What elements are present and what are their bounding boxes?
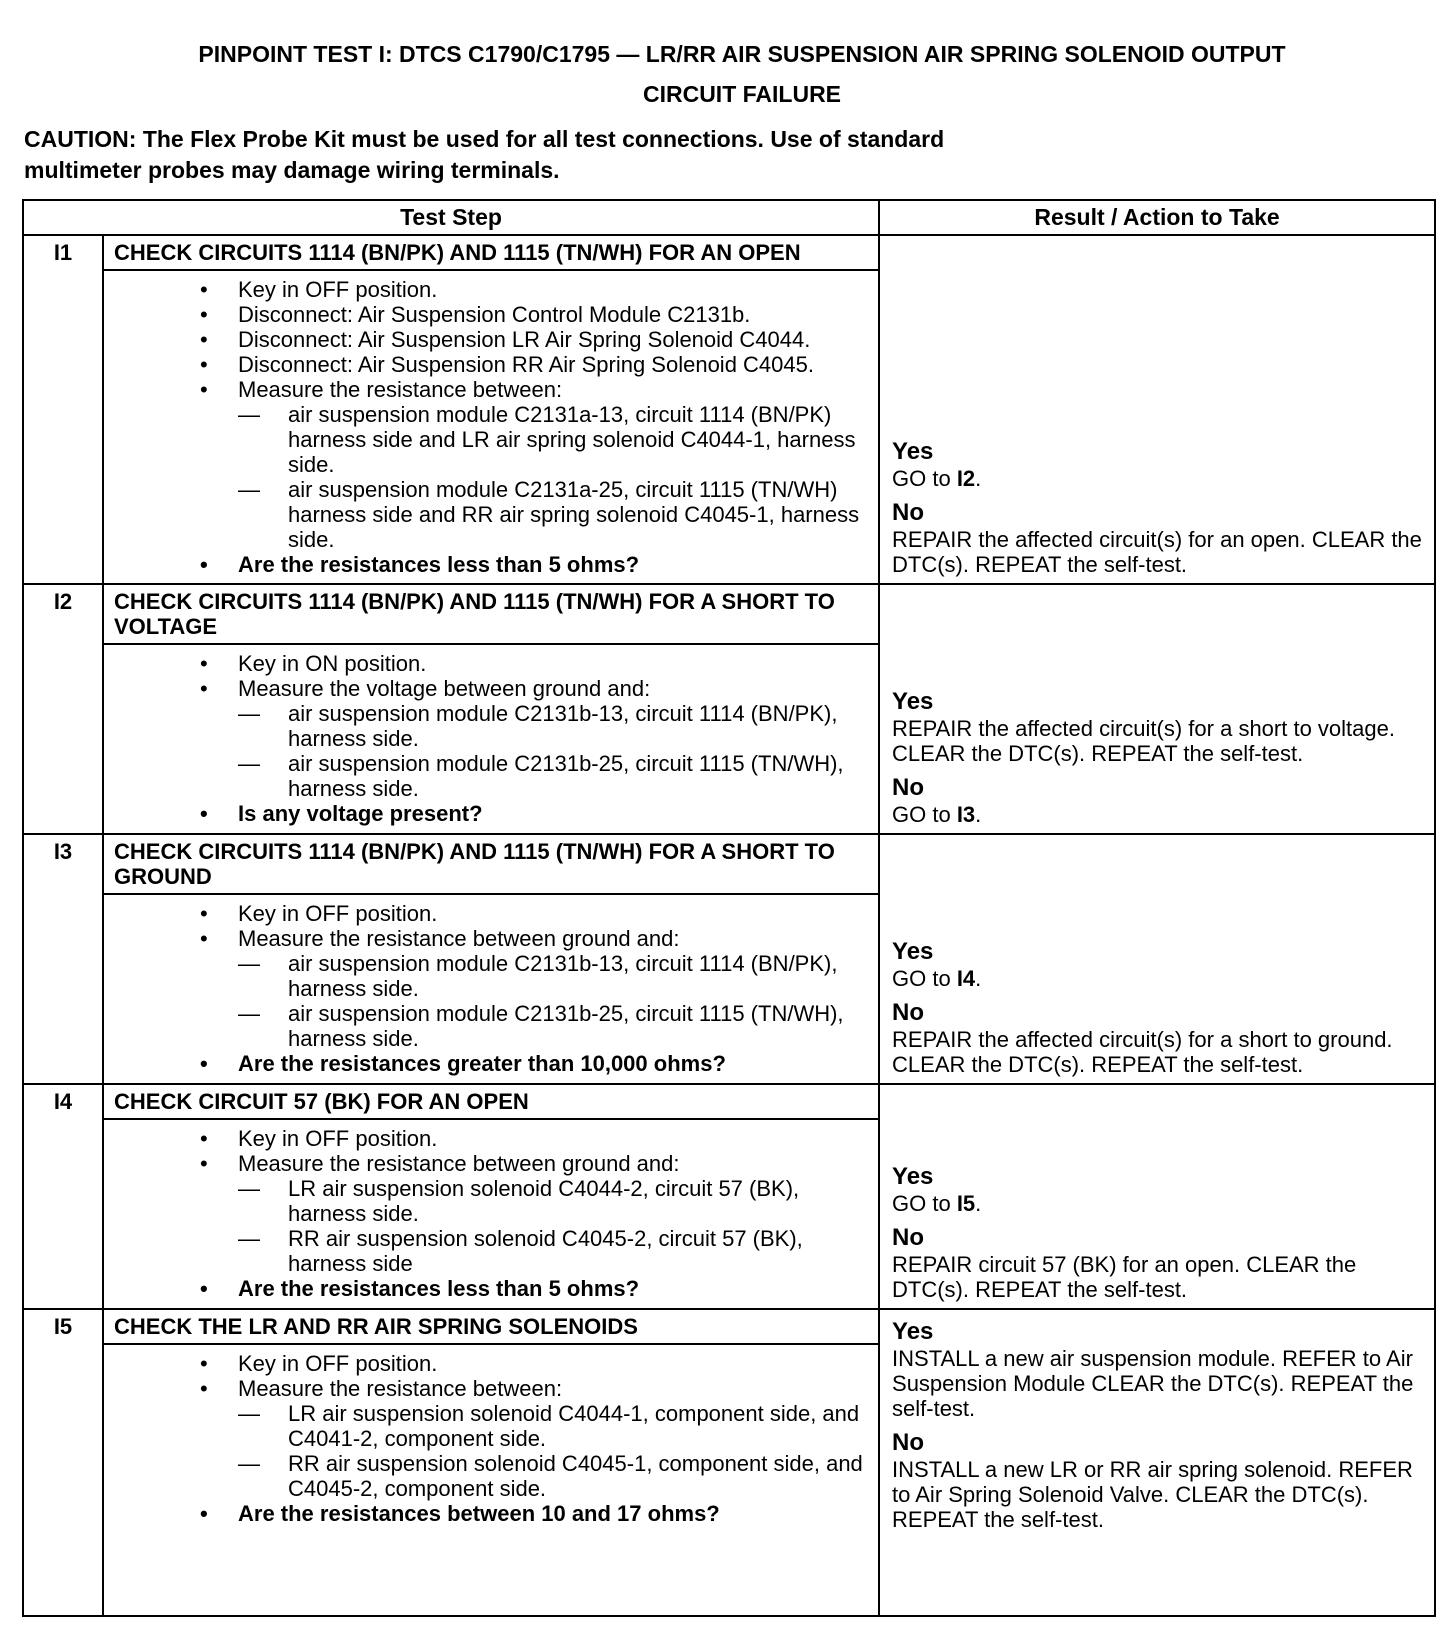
step-heading: CHECK THE LR AND RR AIR SPRING SOLENOIDS — [103, 1309, 879, 1344]
sub-instruction-item: — LR air suspension solenoid C4044-2, circuit 57 (BK), harness side. — [104, 1176, 868, 1226]
step-instructions — [103, 894, 879, 1084]
sub-instruction-item: — air suspension module C2131b-25, circuit 1115 (TN/WH), harness side. — [104, 1001, 868, 1051]
step-heading-row — [23, 1084, 1435, 1119]
instruction-item: • Key in OFF position. — [104, 1126, 868, 1151]
header-result-action: Result / Action to Take — [879, 200, 1435, 235]
no-label: No — [892, 1429, 925, 1456]
yes-action-prefix: GO to — [892, 966, 957, 991]
no-action — [892, 802, 1428, 827]
yes-action-prefix: GO to — [892, 466, 957, 491]
instruction-list — [104, 901, 868, 1076]
yes-label: Yes — [892, 438, 934, 465]
step-heading-row — [23, 1309, 1435, 1344]
instruction-list — [104, 1126, 868, 1301]
step-result — [879, 1084, 1435, 1309]
table-header-row — [23, 200, 1435, 235]
step-heading: CHECK CIRCUITS 1114 (BN/PK) AND 1115 (TN/WH) FOR AN OPEN — [103, 235, 879, 270]
yes-label: Yes — [892, 1318, 934, 1345]
sub-instruction-item: — air suspension module C2131b-13, circuit 1114 (BN/PK), harness side. — [104, 951, 868, 1001]
pinpoint-test-table — [22, 199, 1436, 1617]
step-id: I5 — [23, 1309, 103, 1616]
yes-action: REPAIR the affected circuit(s) for a short to voltage. CLEAR the DTC(s). REPEAT the self-test. — [892, 716, 1395, 766]
step-result — [879, 235, 1435, 584]
page-title-line1: PINPOINT TEST I: DTCS C1790/C1795 — LR/RR AIR SUSPENSION AIR SPRING SOLENOID OUTPUT — [198, 41, 1286, 67]
yes-step-reference: I5 — [956, 1191, 976, 1216]
instruction-item: • Key in ON position. — [104, 651, 868, 676]
step-instructions — [103, 270, 879, 584]
no-label: No — [892, 1224, 925, 1251]
question-item: • Are the resistances greater than 10,000 ohms? — [104, 1051, 868, 1076]
no-label: No — [892, 499, 925, 526]
question-item: • Are the resistances less than 5 ohms? — [104, 1276, 868, 1301]
instruction-item: • Key in OFF position. — [104, 277, 868, 302]
sub-instruction-item: — air suspension module C2131b-25, circuit 1115 (TN/WH), harness side. — [104, 751, 868, 801]
no-action-prefix: GO to — [892, 802, 957, 827]
caution-note: CAUTION: The Flex Probe Kit must be used for all test connections. Use of standard multimeter probes may damage wiring terminals. — [24, 126, 945, 183]
step-id: I4 — [23, 1084, 103, 1309]
instruction-item: • Disconnect: Air Suspension RR Air Spring Solenoid C4045. — [104, 352, 868, 377]
sub-instruction-item: — LR air suspension solenoid C4044-1, component side, and C4041-2, component side. — [104, 1401, 868, 1451]
yes-action-suffix: . — [975, 966, 982, 991]
step-result — [879, 834, 1435, 1084]
no-step-reference: I3 — [956, 802, 976, 827]
step-id: I3 — [23, 834, 103, 1084]
no-action: REPAIR the affected circuit(s) for an open. CLEAR the DTC(s). REPEAT the self-test. — [892, 527, 1422, 577]
yes-label: Yes — [892, 1163, 934, 1190]
instruction-item: • Measure the voltage between ground and: — [104, 676, 868, 701]
step-result — [879, 1309, 1435, 1616]
step-heading: CHECK CIRCUITS 1114 (BN/PK) AND 1115 (TN/WH) FOR A SHORT TO VOLTAGE — [103, 584, 879, 644]
yes-step-reference: I4 — [956, 966, 976, 991]
step-heading-row — [23, 834, 1435, 894]
instruction-item: • Disconnect: Air Suspension Control Module C2131b. — [104, 302, 868, 327]
yes-action-suffix: . — [975, 466, 982, 491]
instruction-item: • Disconnect: Air Suspension LR Air Spring Solenoid C4044. — [104, 327, 868, 352]
yes-action: INSTALL a new air suspension module. REFER to Air Suspension Module CLEAR the DTC(s). REPEAT the self-test. — [892, 1346, 1414, 1421]
instruction-list — [104, 277, 868, 577]
no-action-suffix: . — [975, 802, 982, 827]
no-action: INSTALL a new LR or RR air spring solenoid. REFER to Air Spring Solenoid Valve. CLEAR the DTC(s). REPEAT the self-test. — [892, 1457, 1413, 1532]
question-item: • Is any voltage present? — [104, 801, 868, 826]
instruction-item: • Measure the resistance between: — [104, 1376, 868, 1401]
step-id: I1 — [23, 235, 103, 584]
yes-action — [892, 466, 1428, 491]
step-result — [879, 584, 1435, 834]
yes-label: Yes — [892, 688, 934, 715]
yes-action-prefix: GO to — [892, 1191, 957, 1216]
step-heading-row — [23, 235, 1435, 270]
step-instructions — [103, 1119, 879, 1309]
step-heading: CHECK CIRCUITS 1114 (BN/PK) AND 1115 (TN/WH) FOR A SHORT TO GROUND — [103, 834, 879, 894]
header-test-step: Test Step — [23, 200, 879, 235]
step-instructions — [103, 1344, 879, 1616]
instruction-item: • Measure the resistance between ground and: — [104, 1151, 868, 1176]
yes-action — [892, 1191, 1428, 1216]
sub-instruction-item: — RR air suspension solenoid C4045-2, circuit 57 (BK), harness side — [104, 1226, 868, 1276]
no-action: REPAIR the affected circuit(s) for a short to ground. CLEAR the DTC(s). REPEAT the self-test. — [892, 1027, 1393, 1077]
yes-step-reference: I2 — [956, 466, 976, 491]
no-label: No — [892, 774, 925, 801]
question-item: • Are the resistances less than 5 ohms? — [104, 552, 868, 577]
instruction-item: • Key in OFF position. — [104, 1351, 868, 1376]
question-item: • Are the resistances between 10 and 17 ohms? — [104, 1501, 868, 1526]
step-id: I2 — [23, 584, 103, 834]
sub-instruction-item: — air suspension module C2131b-13, circuit 1114 (BN/PK), harness side. — [104, 701, 868, 751]
step-heading-row — [23, 584, 1435, 644]
no-action: REPAIR circuit 57 (BK) for an open. CLEAR the DTC(s). REPEAT the self-test. — [892, 1252, 1357, 1302]
page-title-line2: CIRCUIT FAILURE — [642, 81, 842, 107]
instruction-list — [104, 651, 868, 826]
yes-action — [892, 966, 1428, 991]
table-body — [23, 235, 1435, 1616]
step-heading: CHECK CIRCUIT 57 (BK) FOR AN OPEN — [103, 1084, 879, 1119]
sub-instruction-item: — air suspension module C2131a-25, circuit 1115 (TN/WH) harness side and RR air spring solenoid C4045-1, harness side. — [104, 477, 868, 552]
instruction-item: • Measure the resistance between ground and: — [104, 926, 868, 951]
instruction-item: • Key in OFF position. — [104, 901, 868, 926]
yes-action-suffix: . — [975, 1191, 982, 1216]
instruction-list — [104, 1351, 868, 1526]
sub-instruction-item: — air suspension module C2131a-13, circuit 1114 (BN/PK) harness side and LR air spring solenoid C4044-1, harness side. — [104, 402, 868, 477]
sub-instruction-item: — RR air suspension solenoid C4045-1, component side, and C4045-2, component side. — [104, 1451, 868, 1501]
step-instructions — [103, 644, 879, 834]
instruction-item: • Measure the resistance between: — [104, 377, 868, 402]
no-label: No — [892, 999, 925, 1026]
yes-label: Yes — [892, 938, 934, 965]
